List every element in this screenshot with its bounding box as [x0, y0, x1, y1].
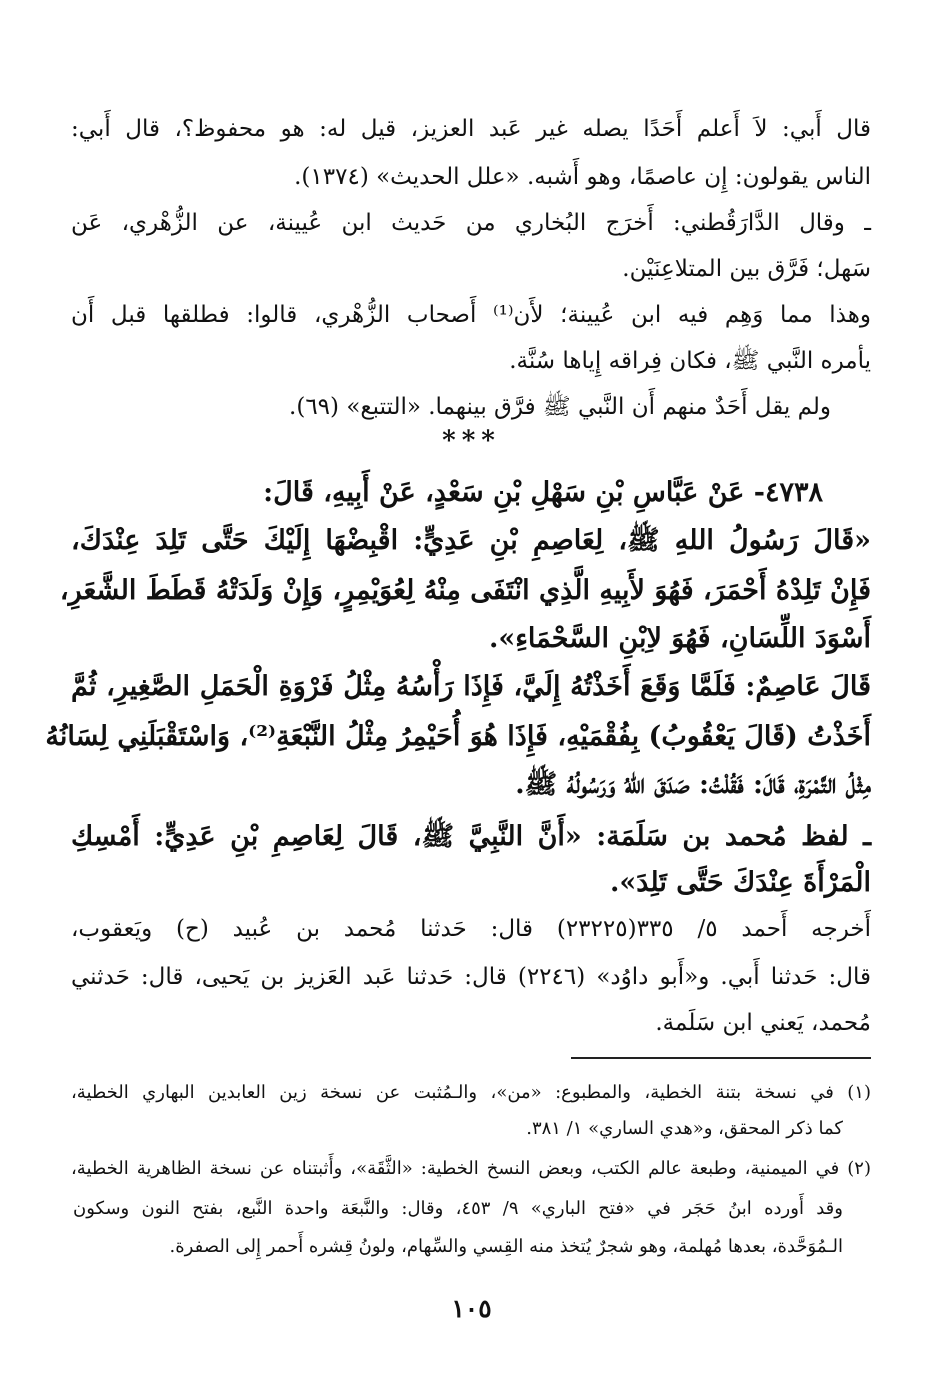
hadith-header: ٤٧٣٨- عَنْ عَبَّاسِ بْنِ سَهْلِ بْنِ سَعْدٍ، عَنْ أَبِيهِ، قَالَ:	[263, 477, 823, 508]
footnote-line: كما ذكر المحقق، و«هدي الساري» ١/ ٣٨١.	[526, 1118, 843, 1139]
body-text-line: ولم يقل أَحَدٌ منهم أَن النَّبي ﷺ فرَّق بينهما. «التتبع» (٦٩).	[289, 394, 831, 420]
body-text-line: يأمره النَّبي ﷺ، فكان فِراقه إِياها سُنَّة.	[509, 348, 871, 374]
body-text-line: ـ وقال الدَّارَقُطني: أَخرَج البُخاري من حَديث ابن عُيينة، عن الزُّهْري، عَن	[71, 210, 871, 236]
body-text-line: سَهل؛ فَرَّق بين المتلاعِنَيْن.	[622, 256, 871, 282]
takhrij-text-line: مُحمد، يَعني ابن سَلَمة.	[655, 1010, 871, 1036]
body-text-line: الناس يقولون: إِن عاصمًا، وهو أَشبه. «علل الحديث» (١٣٧٤).	[294, 164, 871, 190]
hadith-text-line: أَخَذْتُ (قَالَ يَعْقُوبُ) بِفُقْمَيْهِ، فَإِذَا هُوَ أُحَيْمِرُ مِثْلُ النَّبْعَةِ⁽²⁾، وَاسْتَقْبَلَنِي لِسَانُهُ	[45, 721, 871, 752]
footnote-line: (١) في نسخة بتنة الخطية، والمطبوع: «من»، والـمُثبت عن نسخة زين العابدين البهاري الخطية،	[71, 1082, 871, 1103]
footnote-line: الـمُوَحَّدة، بعدها مُهلمة، وهو شجرٌ يُتخذ منه القِسي والسِّهام، ولونُ قِشره أَحمر إِلى الصفرة.	[169, 1236, 843, 1257]
takhrij-text-line: أَخرجه أَحمد ٥/ ٣٣٥(٢٣٢٢٥) قال: حَدثنا مُحمد بن عُبيد (ح) ويَعقوب،	[71, 916, 871, 942]
hadith-text-line: قَالَ عَاصِمٌ: فَلَمَّا وَقَعَ أَخَذْتُهُ إِلَيَّ، فَإِذَا رَأْسُهُ مِثْلُ فَرْوَةِ الْحَمَلِ الصَّغِيرِ، ثُمَّ	[71, 671, 871, 702]
hadith-text-line: مِثْلُ التَّمْرَةِ، قَالَ: فَقُلْتُ: صَدَقَ اللهُ وَرَسُولُهُ ﷺ.	[515, 769, 871, 800]
footnote-separator	[571, 1057, 871, 1059]
hadith-text-line: ـ لفظ مُحمد بن سَلَمَة: «أَنَّ النَّبِيَّ ﷺ، قَالَ لِعَاصِمِ بْنِ عَدِيٍّ: أَمْسِكِ	[71, 821, 871, 852]
body-text-line: قال أَبي: لاَ أَعلم أَحَدًا يصله غير عَبد العزيز، قيل له: هو محفوظ؟، قال أَبي:	[71, 116, 871, 142]
footnote-line: (٢) في الميمنية، وطبعة عالم الكتب، وبعض النسخ الخطية: «الثَّقَة»، وأَثبتناه عن نسخة الظاهرية الخطية،	[71, 1158, 871, 1179]
takhrij-text-line: قال: حَدثنا أَبي. و«أَبو داوُد» (٢٢٤٦) قال: حَدثنا عَبد العَزيز بن يَحيى، قال: حَدثني	[71, 964, 871, 990]
page-number: ١٠٥	[451, 1294, 492, 1323]
body-text-line: وهذا مما وَهِم فيه ابن عُيينة؛ لأَن⁽¹⁾ أَصحاب الزُّهْري، قالوا: فطلقها قبل أَن	[71, 302, 871, 328]
hadith-text-line: «قَالَ رَسُولُ اللهِ ﷺ، لِعَاصِمِ بْنِ عَدِيٍّ: اقْبِضْهَا إِلَيْكَ حَتَّى تَلِدَ عِنْدَكَ،	[71, 525, 871, 556]
section-separator: ***	[442, 426, 501, 456]
hadith-text-line: فَإِنْ تَلِدْهُ أَحْمَرَ، فَهُوَ لأَبِيهِ الَّذِي انْتَفَى مِنْهُ لِعُوَيْمِرٍ، وَإِنْ وَلَدَتْهُ قَطَطَ الشَّعَرِ،	[59, 575, 871, 606]
footnote-line: وقد أَورده ابنُ حَجَر في «فتح الباري» ٩/ ٤٥٣، وقال: والنَّبعَة واحدة النَّبع، بفتح النون وسكون	[73, 1198, 843, 1219]
hadith-text-line: الْمَرْأَةَ عِنْدَكَ حَتَّى تَلِدَ».	[609, 867, 871, 898]
hadith-text-line: أَسْوَدَ اللِّسَانِ، فَهُوَ لاِبْنِ السَّحْمَاءِ».	[488, 623, 871, 654]
